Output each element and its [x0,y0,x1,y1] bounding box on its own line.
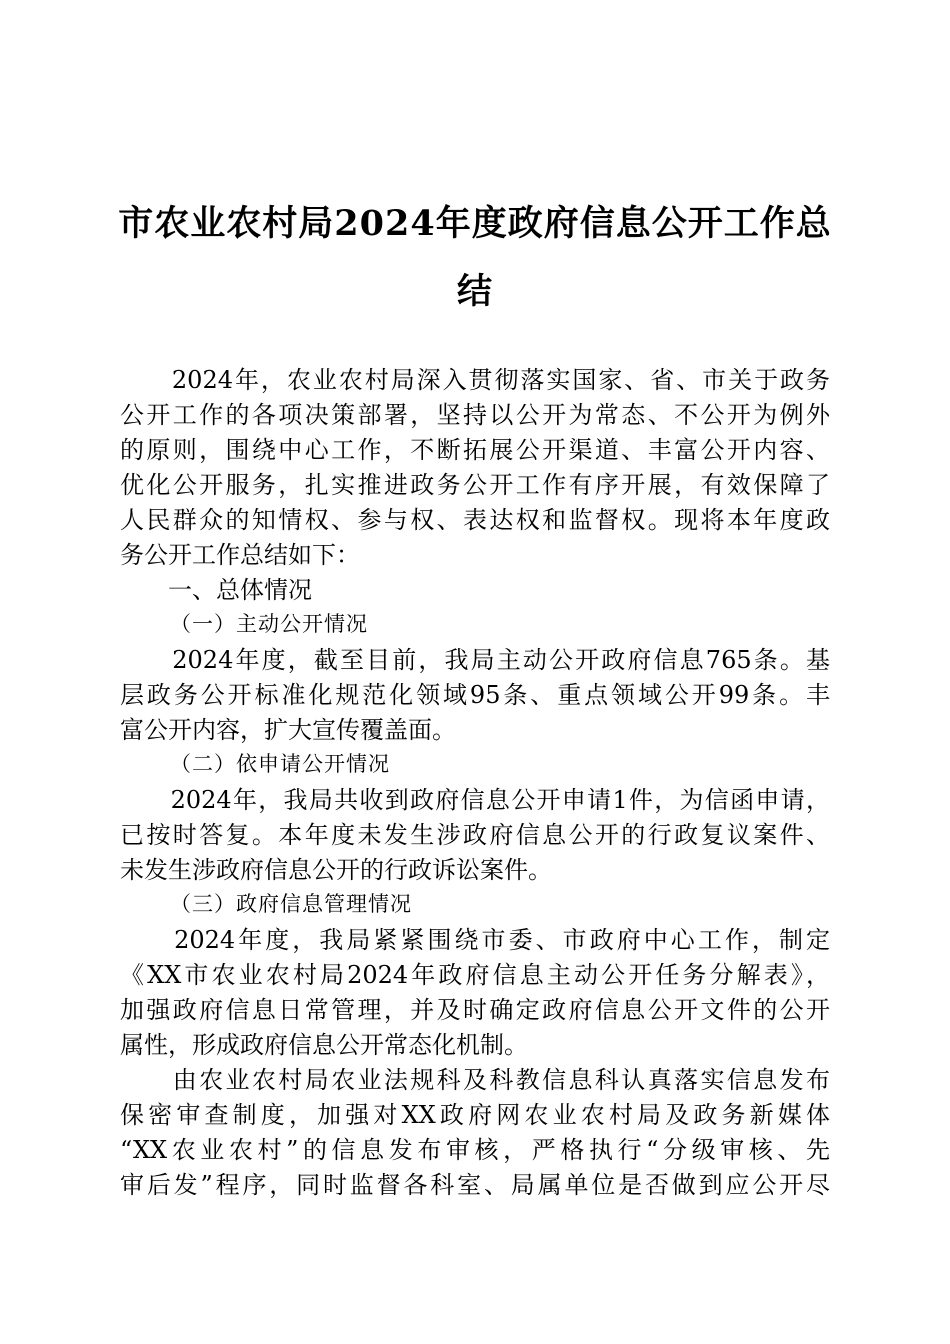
body-line: 保密审查制度，加强对XX政府网农业农村局及政务新媒体 [120,1101,830,1129]
body-line: 属性，形成政府信息公开常态化机制。 [120,1031,528,1059]
body-line: 富公开内容，扩大宣传覆盖面。 [120,716,456,744]
body-line: “XX农业农村”的信息发布审核，严格执行“分级审核、先 [120,1136,830,1164]
body-line: 2024年，我局共收到政府信息公开申请1件，为信函申请， [120,786,830,814]
document-title-line-2: 结 [456,271,493,312]
body-line: 《XX市农业农村局2024年政府信息主动公开任务分解表》， [120,961,830,989]
document-title-line-1: 市农业农村局2024年度政府信息公开工作总 [118,203,832,244]
subsection-heading-application: （二）依申请公开情况 [170,752,390,776]
body-line: 审后发”程序，同时监督各科室、局属单位是否做到应公开尽 [120,1171,830,1199]
intro-line: 2024年，农业农村局深入贯彻落实国家、省、市关于政务 [120,366,830,394]
intro-line: 公开工作的各项决策部署，坚持以公开为常态、不公开为例外 [120,401,830,429]
subsection-heading-proactive: （一）主动公开情况 [170,612,368,636]
intro-line: 务公开工作总结如下： [120,541,360,569]
body-line: 2024年度，我局紧紧围绕市委、市政府中心工作，制定 [120,926,830,954]
intro-line: 人民群众的知情权、参与权、表达权和监督权。现将本年度政 [120,506,830,534]
intro-line: 优化公开服务，扎实推进政务公开工作有序开展，有效保障了 [120,471,830,499]
body-line: 加强政府信息日常管理，并及时确定政府信息公开文件的公开 [120,996,830,1024]
body-line: 2024年度，截至目前，我局主动公开政府信息765条。基 [120,646,830,674]
section-heading-overview: 一、总体情况 [168,576,312,604]
body-line: 层政务公开标准化规范化领域95条、重点领域公开99条。丰 [120,681,830,709]
body-line: 未发生涉政府信息公开的行政诉讼案件。 [120,856,552,884]
subsection-heading-management: （三）政府信息管理情况 [170,892,412,916]
body-line: 由农业农村局农业法规科及科教信息科认真落实信息发布 [120,1066,830,1094]
intro-line: 的原则，围绕中心工作，不断拓展公开渠道、丰富公开内容、 [120,436,830,464]
body-line: 已按时答复。本年度未发生涉政府信息公开的行政复议案件、 [120,821,830,849]
